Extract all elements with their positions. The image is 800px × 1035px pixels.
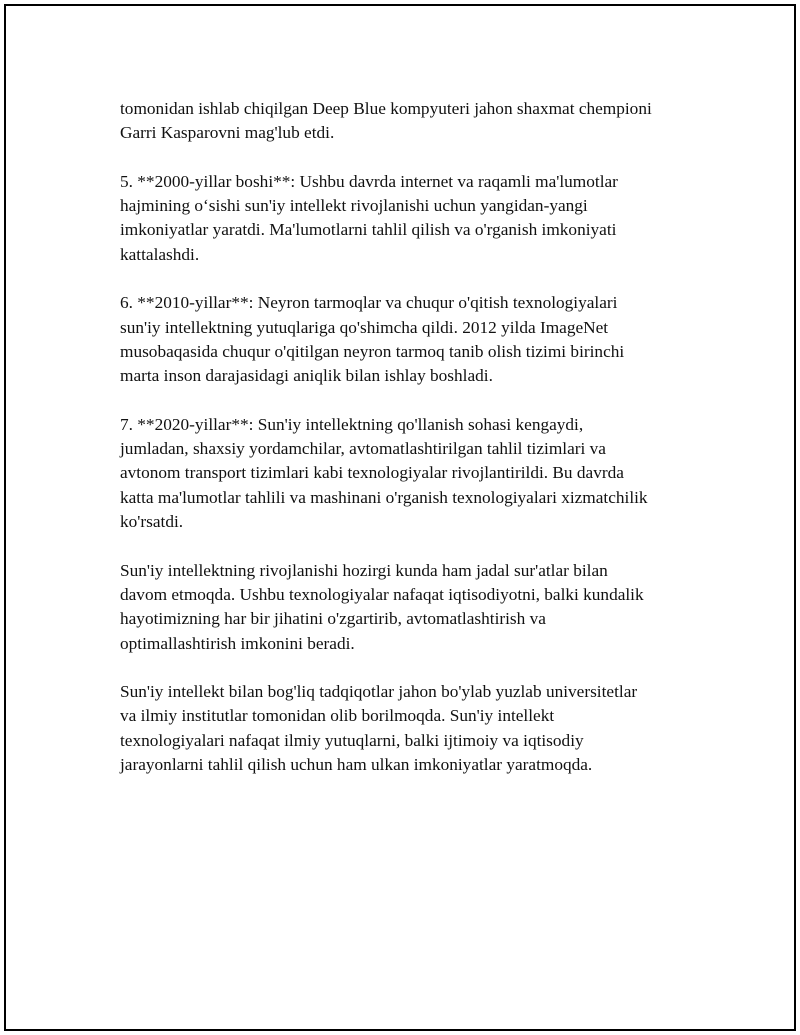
paragraph-deep-blue: tomonidan ishlab chiqilgan Deep Blue kompyuteri jahon shaxmat chempioni Garri Kasparovni mag'lub etdi.	[120, 99, 652, 143]
paragraph-2010s: 6. **2010-yillar**: Neyron tarmoqlar va chuqur o'qitish texnologiyalari sun'iy intellektning yutuqlariga qo'shimcha qildi. 2012 yilda ImageNet musobaqasida chuqur o'qitilgan neyron tarmoq tanib olish tizimi birinchi marta inson darajasidagi aniqlik bilan ishlay boshladi.	[120, 293, 625, 386]
page-content	[120, 97, 720, 802]
page-frame	[4, 4, 796, 1031]
paragraph-current-development: Sun'iy intellektning rivojlanishi hozirgi kunda ham jadal sur'atlar bilan davom etmoqda. Ushbu texnologiyalar nafaqat iqtisodiyotni, balki kundalik hayotimizning har bir jihatini o'zgartirib, avtomatlashtirish va optimallashtirish imkonini beradi.	[120, 560, 644, 653]
paragraph-2020s: 7. **2020-yillar**: Sun'iy intellektning qo'llanish sohasi kengaydi, jumladan, shaxsiy yordamchilar, avtomatlashtirilgan tahlil tizimlari va avtonom transport tizimlari kabi texnologiyalar rivojlantirildi. Bu davrda katta ma'lumotlar tahlili va mashinani o'rganish texnologiyalari xizmatchilik ko'rsatdi.	[120, 414, 648, 532]
paragraph-research: Sun'iy intellekt bilan bog'liq tadqiqotlar jahon bo'ylab yuzlab universitetlar va ilmiy institutlar tomonidan olib borilmoqda. Sun'iy intellekt texnologiyalari nafaqat ilmiy yutuqlarni, balki ijtimoiy va iqtisodiy jarayonlarni tahlil qilish uchun ham ulkan imkoniyatlar yaratmoqda.	[120, 682, 638, 775]
paragraph-2000s: 5. **2000-yillar boshi**: Ushbu davrda internet va raqamli ma'lumotlar hajmining oʻsishi sun'iy intellekt rivojlanishi uchun yangidan-yangi imkoniyatlar yaratdi. Ma'lumotlarni tahlil qilish va o'rganish imkoniyati kattalashdi.	[120, 171, 618, 264]
